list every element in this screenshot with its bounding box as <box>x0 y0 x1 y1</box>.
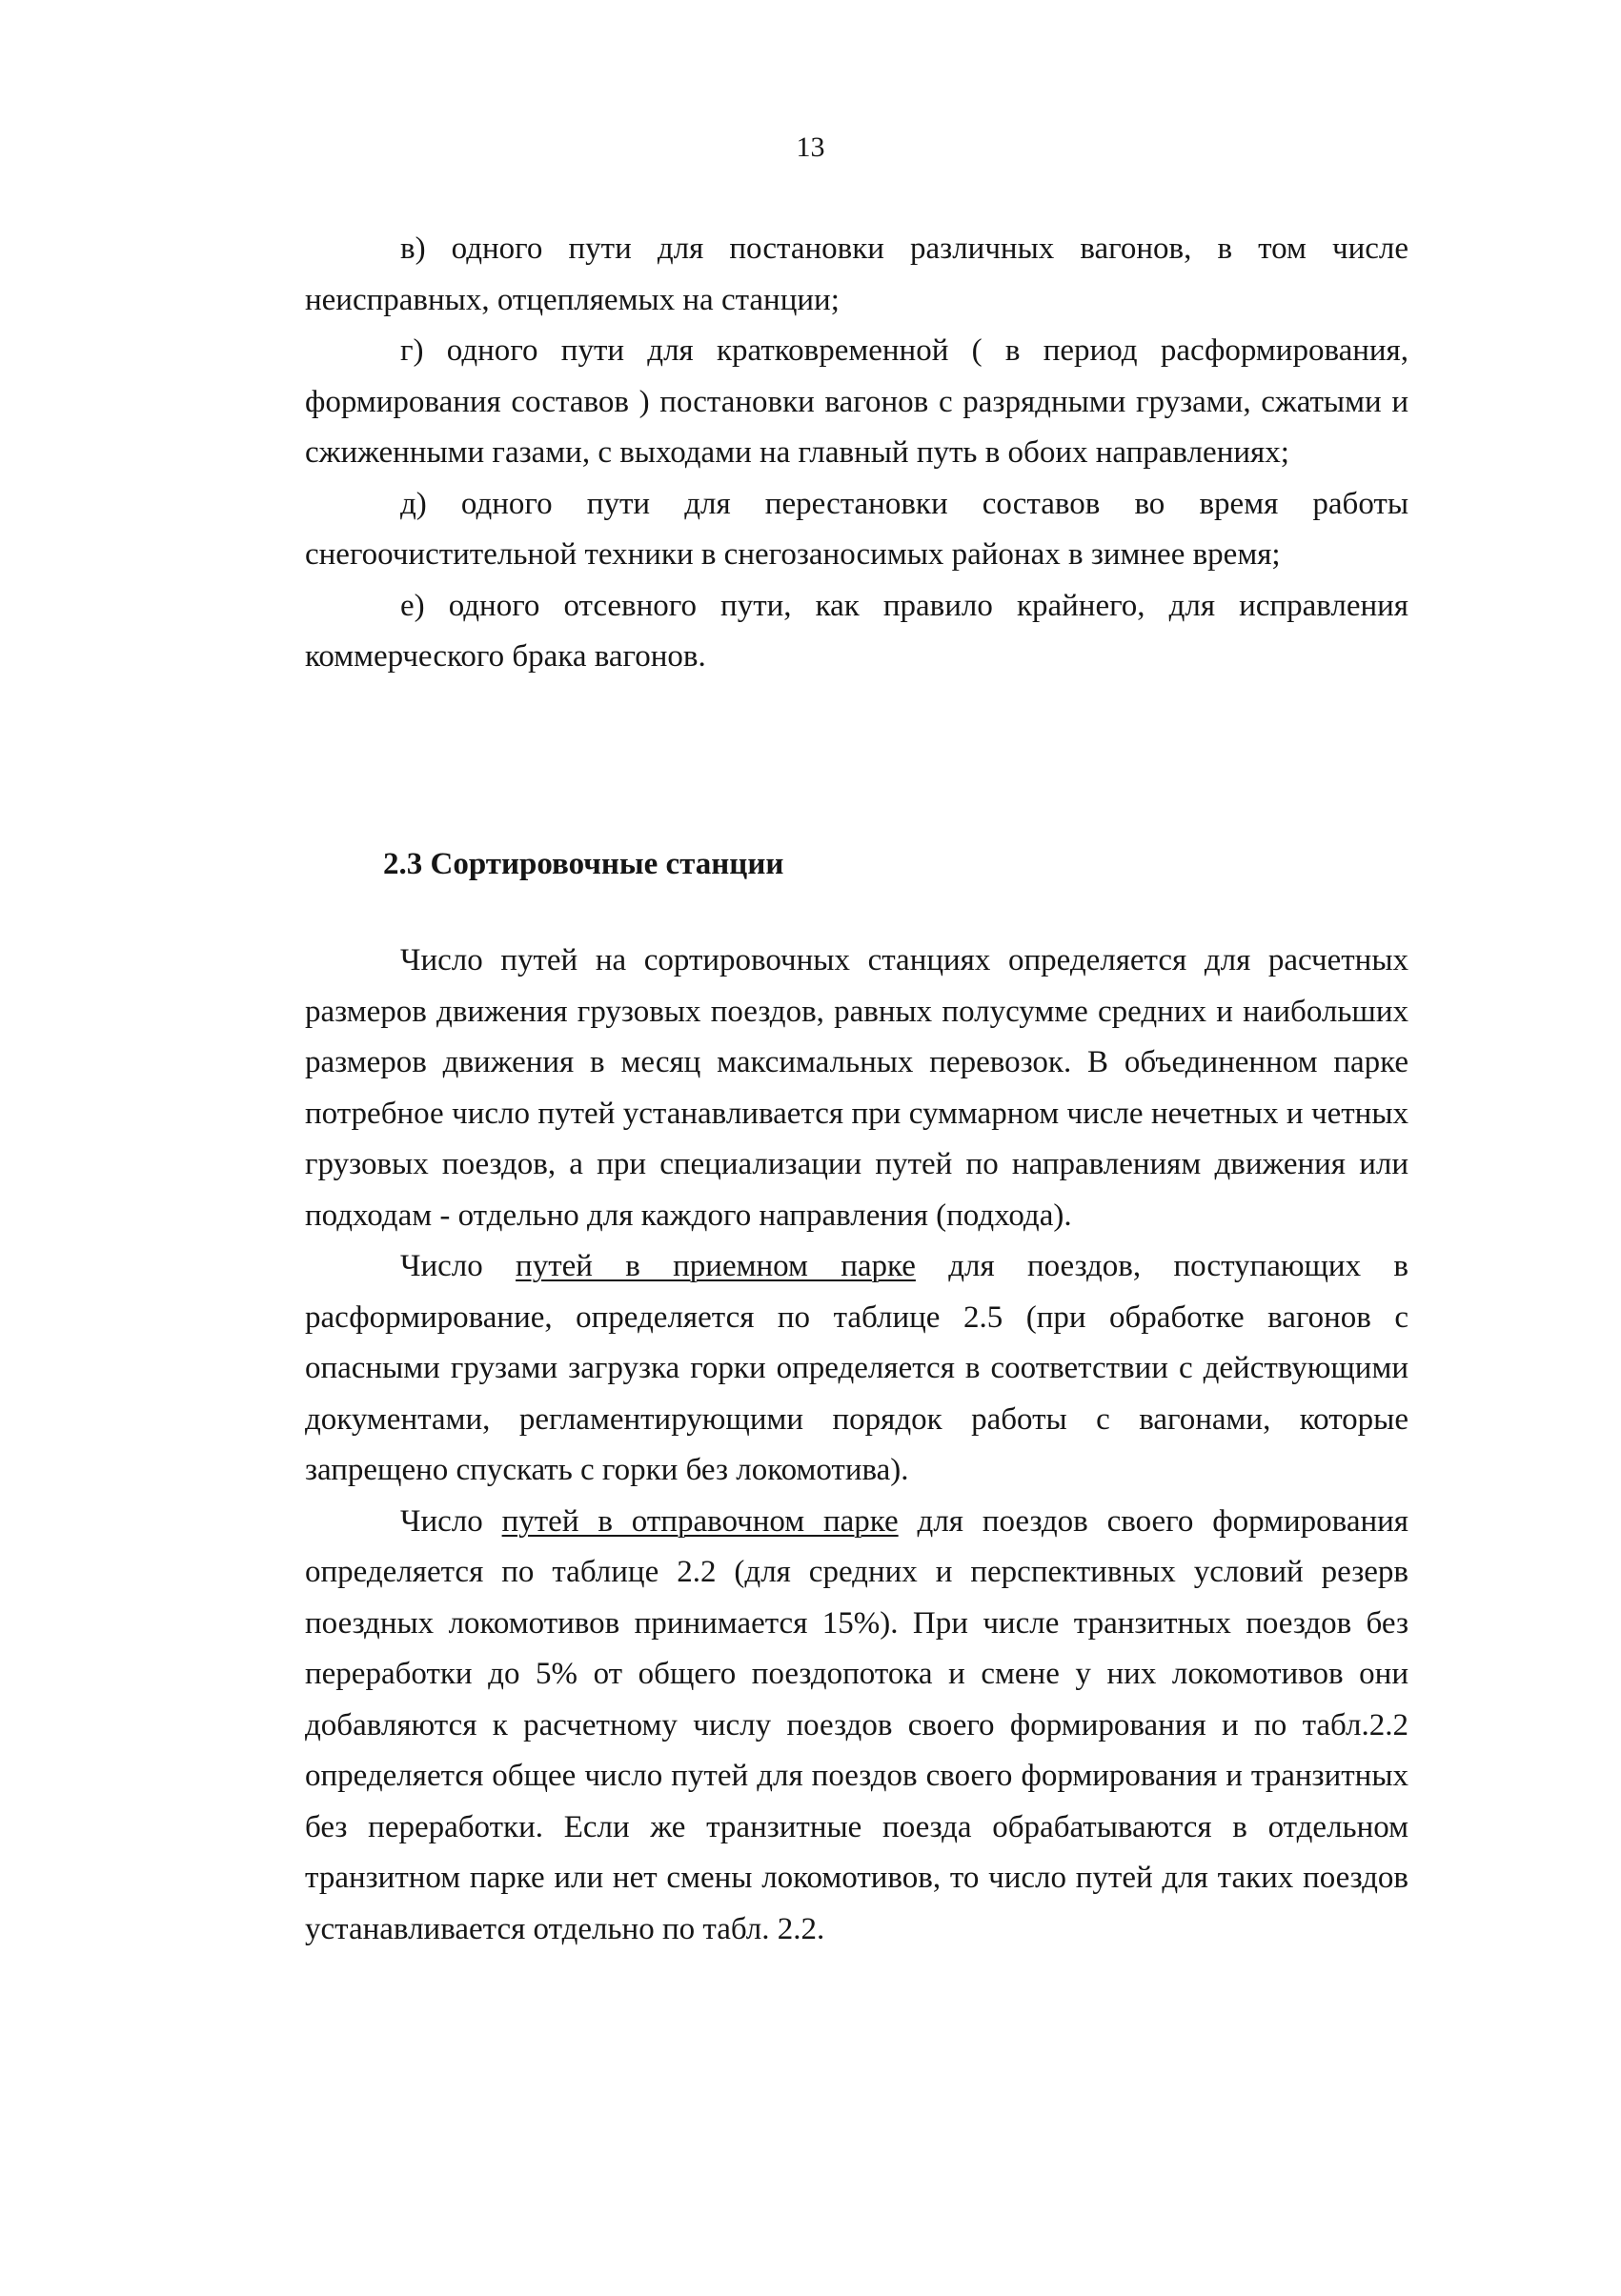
receiving-park-term: путей в приемном парке <box>516 1249 916 1283</box>
list-item-d: д) одного пути для перестановки составов во время работы снегоочистительной техники в снегозаносимых районах в зимнее время; <box>305 486 1408 572</box>
paragraph-1: Число путей на сортировочных станциях определяется для расчетных размеров движения грузовых поездов, равных полусумме средних и наибольших размеров движения в месяц максимальных перевозок. В объединенном парке потребное число путей устанавливается при суммарном числе нечетных и четных грузовых поездов, а при специализации путей по направлениям движения или подходам - отдельно для каждого направления (подхода). <box>305 943 1408 1233</box>
list-item-e: е) одного отсевного пути, как правило крайнего, для исправления коммерческого брака вагонов. <box>305 588 1408 674</box>
departure-park-term: путей в отправочном парке <box>501 1503 899 1539</box>
paragraph-2-start: Число <box>400 1249 517 1283</box>
list-item-g: г) одного пути для кратковременной ( в период расформирования, формирования составов ) постановки вагонов с разрядными грузами, сжатыми и сжиженными газами, с выходами на главный путь в обоих направлениях; <box>305 333 1408 470</box>
section-body <box>305 936 1408 1955</box>
list-item-v: в) одного пути для постановки различных вагонов, в том числе неисправных, отцепляемых на станции; <box>305 232 1408 317</box>
paragraph-3-rest: для поездов своего формирования определяется по таблице 2.2 (для средних и перспективных условий резерв поездных локомотивов принимается 15%). При числе транзитных поездов без переработки до 5% от общего поездопотока и смене у них локомотивов они добавляются к расчетному числу поездов своего формирования и по табл.2.2 определяется общее число путей для поездов своего формирования и транзитных без переработки. Если же транзитные поезда обрабатываются в отдельном транзитном парке или нет смены локомотивов, то число путей для таких поездов устанавливается отдельно по табл. 2.2. <box>305 1503 1408 1946</box>
paragraph-2-rest: для поездов, поступающих в расформирование, определяется по таблице 2.5 (при обработке вагонов с опасными грузами загрузка горки определяется в соответствии с действующими документами, регламентирующими порядок работы с вагонами, которые запрещено спускать с горки без локомотива). <box>305 1249 1408 1487</box>
page-number: 13 <box>796 131 825 163</box>
paragraph-2 <box>305 1241 1408 1497</box>
list-block <box>305 224 1408 683</box>
paragraph-3 <box>305 1497 1408 1956</box>
section-heading: 2.3 Сортировочные станции <box>383 847 784 881</box>
paragraph-3-start: Число <box>400 1503 502 1539</box>
